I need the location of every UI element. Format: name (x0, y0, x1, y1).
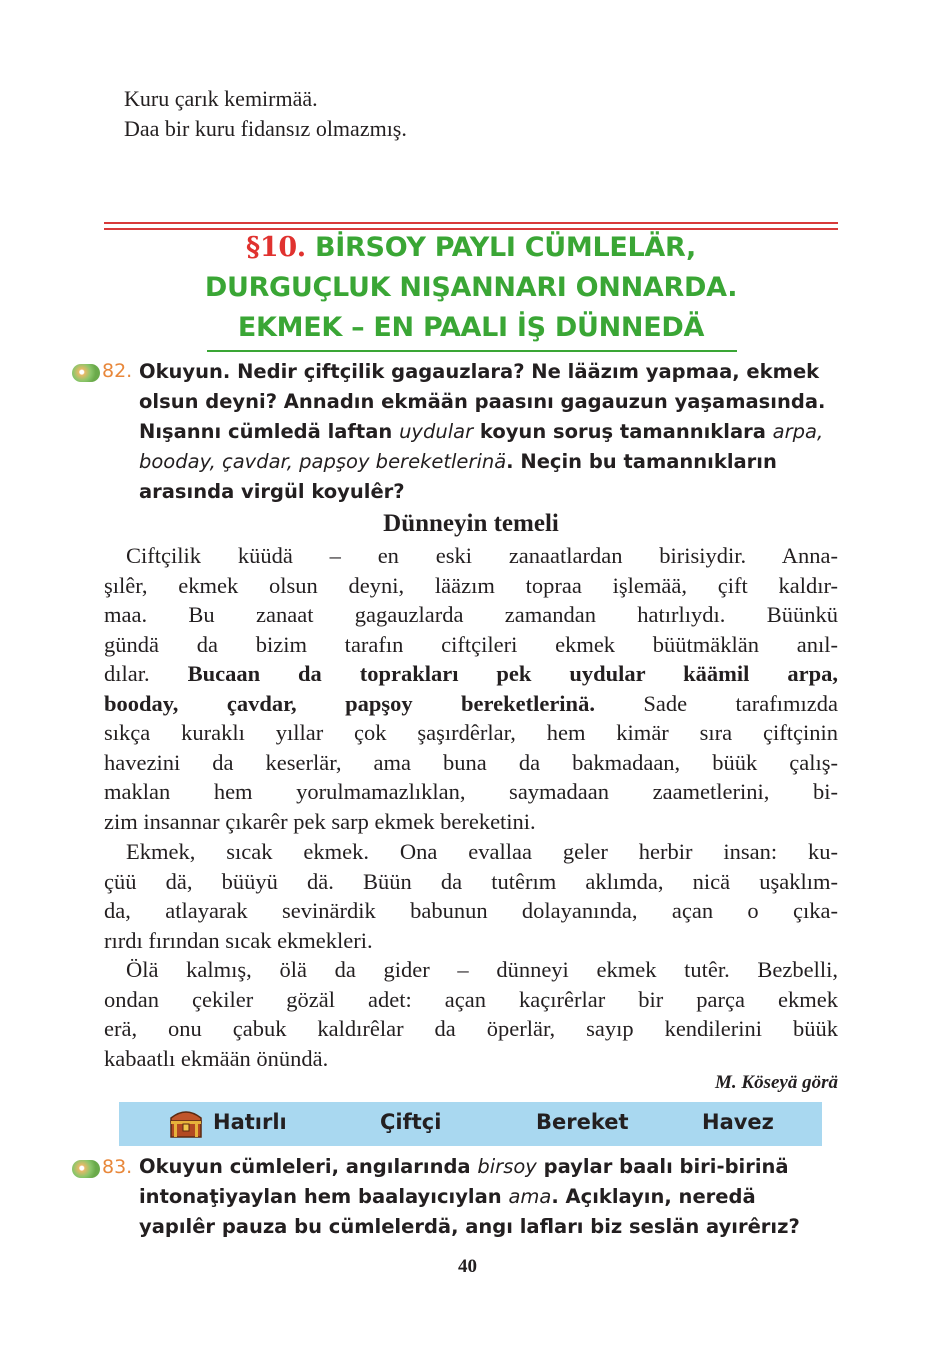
text-line: Ölä kalmış, ölä da gider – dünneyi ekmek tutêr. Bezbelli, (126, 957, 838, 982)
section-title-line: EKMEK – EN PAALI İŞ DÜNNEDÄ (237, 312, 705, 343)
bold-sentence: booday, çavdar, papşoy bereketlerinä. (104, 690, 595, 716)
text-line: Ekmek, sıcak ekmek. Ona evallaa geler herbir insan: ku- (126, 839, 838, 864)
bold-sentence: Bucaan da toprakları pek uydular käämil arpa, (187, 661, 838, 686)
section-title-line: DURGUÇLUK NIŞANNARI ONNARDA. (204, 272, 738, 303)
vocabulary-word: Havez (702, 1110, 774, 1134)
task-text: . Neçin bu tamannıkların (506, 450, 777, 473)
text-line: şılêr, ekmek olsun deyni, lääzım topraa işlemää, çift kaldır- (104, 572, 838, 598)
task-text: olsun deyni? Annadın ekmään paasını gagauzun yaşamasında. (139, 390, 826, 413)
exercise-82-task (139, 357, 839, 507)
title-underline (207, 350, 737, 352)
task-text: arasında virgül koyulêr? (139, 480, 405, 503)
exercise-83-task (139, 1152, 839, 1242)
italic-phrase: ama (508, 1185, 552, 1208)
author: M. Köseyä görä (715, 1072, 838, 1093)
task-line (139, 477, 839, 507)
task-line (139, 357, 839, 387)
text-line: ondan çekiler gözäl adet: açan kaçırêrlar bir parça ekmek (104, 986, 838, 1012)
vocabulary-word: Hatırlı (213, 1110, 287, 1134)
text-line: dılar. Bucaan da toprakları pek uydular käämil arpa, (104, 661, 838, 686)
task-line (139, 447, 839, 477)
text-line: kabaatlı ekmään önündä. (104, 1045, 329, 1071)
italic-phrase: uydular (399, 420, 474, 443)
exercise-icon (72, 1160, 100, 1178)
section-divider (104, 222, 838, 224)
task-text: koyun soruş tamannıklara (473, 420, 773, 443)
task-text: Okuyun cümleleri, angılarında (139, 1155, 478, 1178)
task-text: paylar baalı biri-birinä (536, 1155, 789, 1178)
text-line: maa. Bu zanaat gagauzlarda zamandan hatırlıydı. Büünkü (104, 602, 838, 627)
italic-phrase: arpa, (772, 420, 824, 443)
task-line (139, 1182, 839, 1212)
text-line: da, atlayarak sevinärdik babunun dolayanında, açan o çıka- (104, 898, 838, 923)
task-line (139, 417, 839, 447)
text-line: sıkça kuraklı yıllar çok şaşırdêrlar, hem kimär sıra çiftçinin (104, 720, 838, 745)
italic-phrase: booday, çavdar, papşoy bereketlerinä (139, 450, 507, 473)
task-text: Nışannı cümledä laftan (139, 420, 400, 443)
text-line: rırdı fırından sıcak ekmekleri. (104, 927, 373, 953)
story-paragraph-3 (104, 955, 838, 1073)
task-text: intonaţiyaylan hem baalayıcıylan (139, 1185, 509, 1208)
section-title (104, 228, 838, 348)
section-number: §10. (246, 232, 306, 263)
story-title: Dünneyin temeli (383, 510, 559, 537)
task-line (139, 387, 839, 417)
story-paragraph-2 (104, 837, 838, 955)
exercise-number: 82. (102, 360, 133, 382)
poem (124, 84, 407, 144)
task-text: . Açıklayın, neredä (551, 1185, 756, 1208)
text-line: havezini da keserlär, ama buna da bakmadaan, büük çalış- (104, 749, 838, 775)
exercise-number: 83. (102, 1156, 133, 1178)
poem-line: Kuru çarık kemirmää. (124, 86, 318, 111)
italic-phrase: birsoy (477, 1155, 537, 1178)
story-paragraph-1 (104, 541, 838, 836)
treasure-chest-icon (167, 1104, 205, 1140)
page-number: 40 (458, 1256, 477, 1277)
text-line: çüü dä, büüyü dä. Büün da tutêrım aklımda, nicä uşaklım- (104, 868, 838, 894)
text-line: booday, çavdar, papşoy bereketlerinä. Sade tarafımızda (104, 690, 838, 716)
vocabulary-word: Bereket (536, 1110, 629, 1134)
text-line: erä, onu çabuk kaldırêlar da öperlär, sayıp kendilerini büük (104, 1016, 838, 1041)
task-line (139, 1152, 839, 1182)
text-line: Ciftçilik küüdä – en eski zanaatlardan birisiydir. Anna- (126, 543, 838, 568)
text-line: gündä da bizim tarafın ciftçileri ekmek büütmäklän anıl- (104, 631, 838, 657)
poem-line: Daa bir kuru fidansız olmazmış. (124, 116, 407, 141)
task-text: Okuyun. Nedir çiftçilik gagauzlara? Ne lääzım yapmaa, ekmek (139, 360, 820, 383)
exercise-icon (72, 364, 100, 382)
task-line (139, 1212, 839, 1242)
text-line: maklan hem yorulmamazlıklan, saymadaan zaametlerini, bi- (104, 779, 838, 804)
task-text: yapılêr pauza bu cümlelerdä, angı lafları biz seslän ayırêrız? (139, 1215, 800, 1238)
text-line: zim insannar çıkarêr pek sarp ekmek bereketini. (104, 808, 536, 834)
section-title-line: BİRSOY PAYLI CÜMLELÄR, (315, 232, 696, 263)
vocabulary-word: Çiftçi (380, 1110, 442, 1134)
